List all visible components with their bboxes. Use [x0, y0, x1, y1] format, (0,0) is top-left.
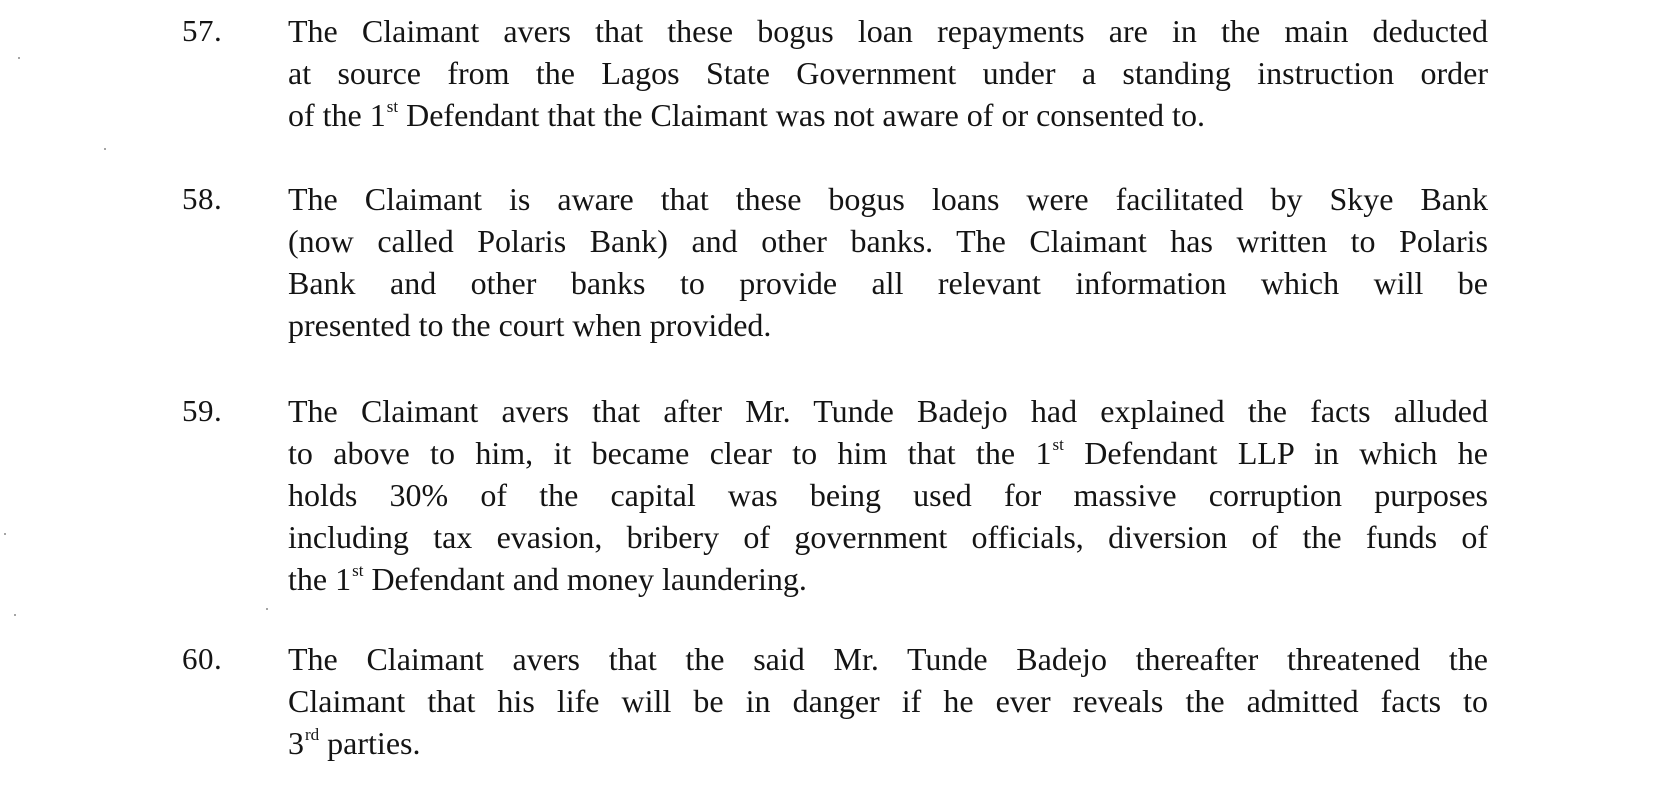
text-line	[288, 680, 1488, 722]
text-run: of the 1	[288, 97, 386, 133]
text-run: The Claimant avers that after Mr. Tunde Badejo had explained the facts alluded	[288, 393, 1488, 429]
text-line	[288, 262, 1488, 304]
text-line	[288, 516, 1488, 558]
text-line	[288, 558, 1488, 600]
text-run: parties.	[319, 725, 421, 761]
text-line	[288, 178, 1488, 220]
text-run: Claimant that his life will be in danger if he ever reveals the admitted facts to	[288, 683, 1488, 719]
text-line	[288, 638, 1488, 680]
paragraph-number: 57.	[182, 13, 223, 48]
text-run: Defendant and money laundering.	[363, 561, 807, 597]
text-run: presented to the court when provided.	[288, 307, 772, 343]
text-line	[288, 220, 1488, 262]
paragraph-number: 60.	[182, 641, 223, 676]
scan-speck	[104, 148, 106, 150]
text-line	[288, 304, 1488, 346]
text-run: The Claimant avers that the said Mr. Tunde Badejo thereafter threatened the	[288, 641, 1488, 677]
paragraph-number: 59.	[182, 393, 223, 428]
text-run: the 1	[288, 561, 352, 597]
text-line	[288, 52, 1488, 94]
scan-speck	[18, 57, 20, 59]
text-run: to above to him, it became clear to him that the 1	[288, 435, 1052, 471]
text-run: holds 30% of the capital was being used for massive corruption purposes	[288, 477, 1488, 513]
text-run: The Claimant avers that these bogus loan repayments are in the main deducted	[288, 13, 1488, 49]
scan-speck	[4, 533, 6, 535]
text-run: 3	[288, 725, 304, 761]
text-run: including tax evasion, bribery of government officials, diversion of the funds of	[288, 519, 1488, 555]
text-line	[288, 432, 1488, 474]
ordinal-superscript: st	[352, 561, 364, 580]
text-line	[288, 474, 1488, 516]
paragraph-text	[288, 390, 1488, 600]
text-run: at source from the Lagos State Government under a standing instruction order	[288, 55, 1488, 91]
ordinal-superscript: st	[386, 97, 399, 116]
text-run: Defendant that the Claimant was not aware of or consented to.	[398, 97, 1205, 133]
text-line	[288, 390, 1488, 432]
ordinal-superscript: st	[1052, 435, 1064, 454]
ordinal-superscript: rd	[305, 725, 320, 744]
paragraph-number: 58.	[182, 181, 223, 216]
text-run: Defendant LLP in which he	[1063, 435, 1489, 471]
text-run: (now called Polaris Bank) and other banks. The Claimant has written to Polaris	[288, 223, 1488, 259]
scan-speck	[266, 608, 268, 610]
text-run: The Claimant is aware that these bogus loans were facilitated by Skye Bank	[288, 181, 1488, 217]
text-line	[288, 94, 1488, 136]
scan-speck	[14, 614, 16, 616]
text-line	[288, 722, 1488, 764]
paragraph-text	[288, 10, 1488, 136]
text-line	[288, 10, 1488, 52]
paragraph-text	[288, 178, 1488, 346]
text-run: Bank and other banks to provide all relevant information which will be	[288, 265, 1488, 301]
paragraph-text	[288, 638, 1488, 764]
